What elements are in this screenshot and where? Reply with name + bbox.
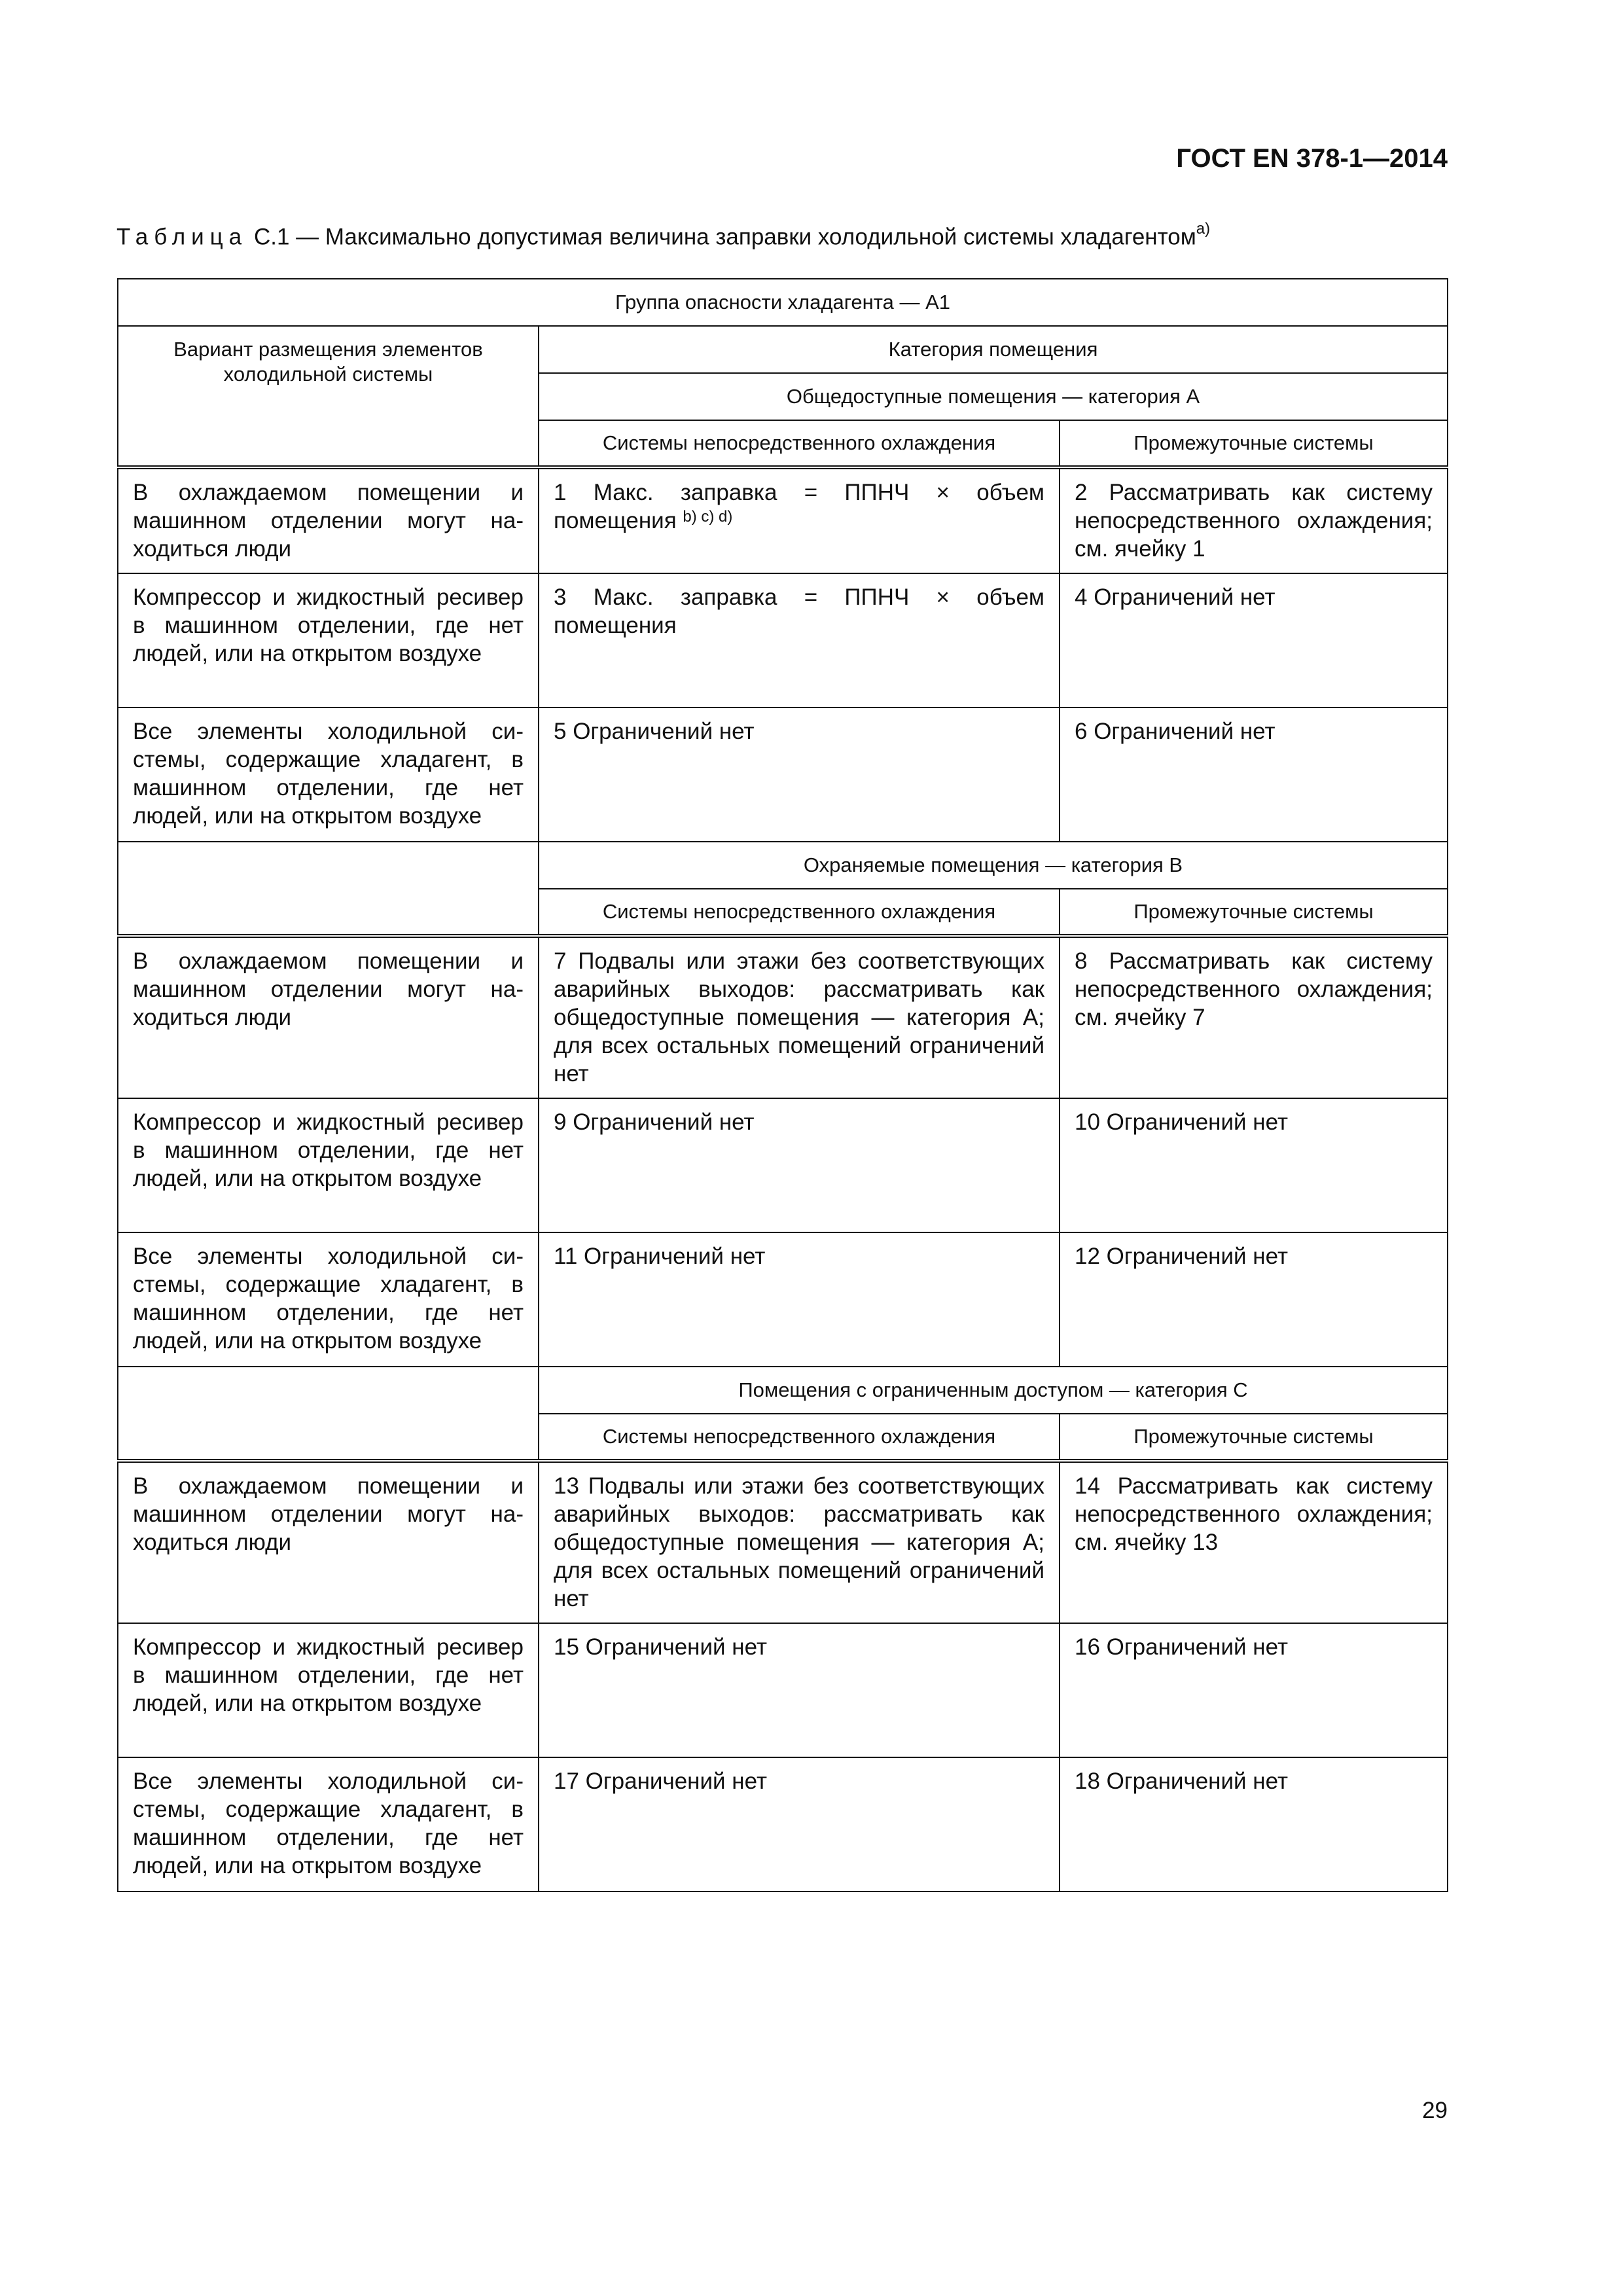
placement-variant-header: Вариант размещения элементов холодильной системы — [118, 326, 539, 467]
intermediate-cell: 10 Ограничений нет — [1060, 1098, 1448, 1232]
direct-cooling-cell: 13 Подвалы или этажи без соответствующих аварийных выходов: рассматривать как общедоступные помещения — категория A; для всех остальных помещений ограничений нет — [539, 1461, 1060, 1623]
direct-cooling-header: Системы непосредственного охлаждения — [539, 420, 1060, 467]
direct-cooling-header: Системы непосредственного охлаждения — [539, 1414, 1060, 1461]
section-title-a: Общедоступные помещения — категория A — [539, 373, 1448, 420]
intermediate-cell: 8 Рассматривать как систему непосредственного охлаждения; см. ячейку 7 — [1060, 936, 1448, 1098]
empty-cell — [118, 842, 539, 936]
table-row — [118, 936, 1448, 1098]
direct-cooling-cell: 9 Ограничений нет — [539, 1098, 1060, 1232]
direct-cooling-cell — [539, 467, 1060, 573]
document-code: ГОСТ EN 378-1—2014 — [1176, 144, 1448, 173]
intermediate-header: Промежуточные системы — [1060, 1414, 1448, 1461]
table-row — [118, 1232, 1448, 1367]
intermediate-cell: 18 Ограничений нет — [1060, 1757, 1448, 1892]
refrigerant-charge-table — [117, 278, 1448, 1892]
table-row — [118, 467, 1448, 573]
placement-cell: Все элементы холодильной системы, содержащие хладагент, в машинном отделении, где нет людей, или на открытом воздухе — [118, 1757, 539, 1892]
empty-cell — [118, 1367, 539, 1461]
table-row — [118, 573, 1448, 708]
direct-cooling-cell: 17 Ограничений нет — [539, 1757, 1060, 1892]
table-row — [118, 1757, 1448, 1892]
intermediate-cell: 16 Ограничений нет — [1060, 1623, 1448, 1757]
group-header: Группа опасности хладагента — A1 — [118, 279, 1448, 326]
table-row — [118, 1623, 1448, 1757]
room-category-header: Категория помещения — [539, 326, 1448, 373]
direct-cooling-cell: 7 Подвалы или этажи без соответствующих аварийных выходов: рассматривать как общедоступные помещения — категория A; для всех остальных помещений ограничений нет — [539, 936, 1060, 1098]
placement-cell: Компрессор и жидкостный ресивер в машинном отделении, где нет людей, или на открытом воздухе — [118, 1098, 539, 1232]
page-number: 29 — [1422, 2098, 1448, 2123]
direct-cooling-cell: 3 Макс. заправка = ППНЧ × объем помещения — [539, 573, 1060, 708]
table-row — [118, 1461, 1448, 1623]
direct-cooling-cell: 5 Ограничений нет — [539, 708, 1060, 842]
placement-cell: В охлаждаемом помещении и машинном отделении могут находиться люди — [118, 1461, 539, 1623]
direct-cooling-cell: 11 Ограничений нет — [539, 1232, 1060, 1367]
direct-cooling-cell: 15 Ограничений нет — [539, 1623, 1060, 1757]
intermediate-header: Промежуточные системы — [1060, 420, 1448, 467]
direct-cooling-header: Системы непосредственного охлаждения — [539, 889, 1060, 936]
cell-text: 1 Макс. заправка = ППНЧ × объем помещения — [554, 480, 1044, 533]
intermediate-cell: 12 Ограничений нет — [1060, 1232, 1448, 1367]
placement-cell: Компрессор и жидкостный ресивер в машинном отделении, где нет людей, или на открытом воздухе — [118, 573, 539, 708]
cell-footnote: b) c) d) — [683, 508, 733, 526]
table-caption-footnote: a) — [1196, 220, 1211, 238]
placement-cell: Все элементы холодильной системы, содержащие хладагент, в машинном отделении, где нет людей, или на открытом воздухе — [118, 1232, 539, 1367]
placement-cell: Все элементы холодильной системы, содержащие хладагент, в машинном отделении, где нет людей, или на открытом воздухе — [118, 708, 539, 842]
intermediate-cell: 14 Рассматривать как систему непосредственного охлаждения; см. ячейку 13 — [1060, 1461, 1448, 1623]
table-row — [118, 708, 1448, 842]
table-caption-prefix: Таблица — [116, 224, 248, 250]
placement-cell: В охлаждаемом помещении и машинном отделении могут находиться люди — [118, 936, 539, 1098]
intermediate-header: Промежуточные системы — [1060, 889, 1448, 936]
placement-cell: Компрессор и жидкостный ресивер в машинном отделении, где нет людей, или на открытом воздухе — [118, 1623, 539, 1757]
section-title-c: Помещения с ограниченным доступом — категория C — [539, 1367, 1448, 1414]
placement-cell: В охлаждаемом помещении и машинном отделении могут находиться люди — [118, 467, 539, 573]
section-title-b: Охраняемые помещения — категория B — [539, 842, 1448, 889]
table-caption — [116, 220, 1425, 251]
table-caption-text: С.1 — Максимально допустимая величина заправки холодильной системы хладагентом — [247, 224, 1196, 250]
intermediate-cell: 4 Ограничений нет — [1060, 573, 1448, 708]
table-row — [118, 1098, 1448, 1232]
intermediate-cell: 2 Рассматривать как систему непосредственного охлаждения; см. ячейку 1 — [1060, 467, 1448, 573]
intermediate-cell: 6 Ограничений нет — [1060, 708, 1448, 842]
